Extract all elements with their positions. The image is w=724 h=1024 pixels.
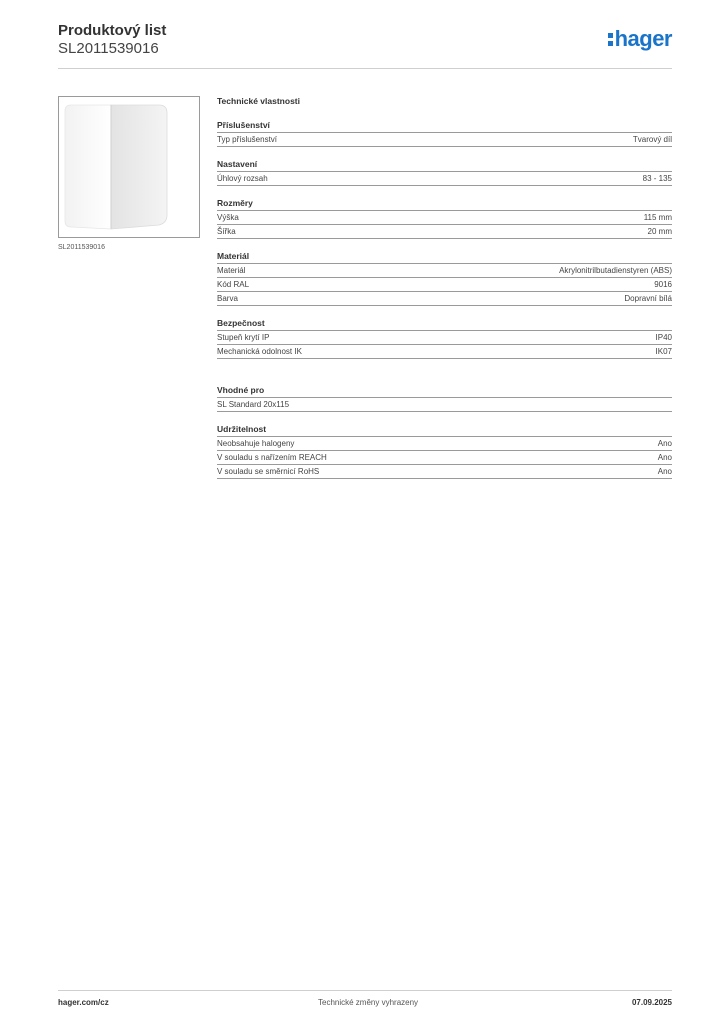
specs-heading: Technické vlastnosti	[217, 96, 300, 106]
spec-row	[217, 264, 672, 278]
spec-label: Úhlový rozsah	[217, 174, 268, 183]
spec-label: Kód RAL	[217, 280, 250, 289]
section-settings	[217, 159, 672, 186]
section-suitable-for	[217, 385, 672, 412]
spec-value: IP40	[655, 333, 672, 342]
spec-label: SL Standard 20x115	[217, 400, 290, 409]
spec-label: Neobsahuje halogeny	[217, 439, 295, 448]
page-header	[58, 22, 166, 58]
spec-label: Výška	[217, 213, 239, 222]
spec-label: V souladu se směrnicí RoHS	[217, 467, 320, 476]
spec-value: Ano	[657, 467, 672, 476]
footer-website-link[interactable]: hager.com/cz	[58, 998, 109, 1007]
spec-value: Ano	[657, 439, 672, 448]
spec-value: Tvarový díl	[632, 135, 672, 144]
header-divider	[58, 68, 672, 69]
spec-value: 115 mm	[643, 213, 672, 222]
section-accessories	[217, 120, 672, 147]
spec-row	[217, 172, 672, 186]
spec-row	[217, 437, 672, 451]
product-code: SL2011539016	[58, 40, 159, 57]
spec-row	[217, 398, 672, 412]
footer-divider	[58, 990, 672, 991]
hager-logo	[608, 26, 672, 52]
spec-label: Typ příslušenství	[217, 135, 278, 144]
image-caption: SL2011539016	[58, 244, 105, 251]
section-material	[217, 251, 672, 306]
spec-value: Dopravní bílá	[624, 294, 672, 303]
section-sustainability	[217, 424, 672, 479]
footer-note: Technické změny vyhrazeny	[318, 998, 419, 1007]
spec-row	[217, 345, 672, 359]
spec-row	[217, 292, 672, 306]
spec-row	[217, 331, 672, 345]
section-title: Rozměry	[217, 198, 672, 211]
spec-row	[217, 225, 672, 239]
spec-value: 83 - 135	[642, 174, 672, 183]
section-dimensions	[217, 198, 672, 239]
product-image	[58, 96, 200, 238]
spec-row	[217, 465, 672, 479]
section-title: Materiál	[217, 251, 672, 264]
section-safety	[217, 318, 672, 359]
spec-row	[217, 278, 672, 292]
section-title: Udržitelnost	[217, 424, 672, 437]
spec-label: Materiál	[217, 266, 246, 275]
spec-label: Mechanická odolnost IK	[217, 347, 302, 356]
spec-value: 9016	[654, 280, 672, 289]
section-title: Nastavení	[217, 159, 672, 172]
spec-row	[217, 451, 672, 465]
product-illustration	[59, 97, 199, 237]
page-title: Produktový list	[58, 22, 167, 39]
logo-text: hager	[614, 26, 672, 51]
section-title: Vhodné pro	[217, 385, 672, 398]
footer-date: 07.09.2025	[631, 998, 672, 1007]
spec-row	[217, 211, 672, 225]
spec-label: Stupeň krytí IP	[217, 333, 270, 342]
spec-label: Šířka	[217, 227, 236, 236]
spec-value: Ano	[657, 453, 672, 462]
spec-label: Barva	[217, 294, 238, 303]
spec-value: 20 mm	[647, 227, 672, 236]
spec-row	[217, 133, 672, 147]
spec-label: V souladu s nařízením REACH	[217, 453, 327, 462]
spec-value: IK07	[655, 347, 672, 356]
section-title: Příslušenství	[217, 120, 672, 133]
logo-colon-icon	[608, 33, 613, 46]
section-title: Bezpečnost	[217, 318, 672, 331]
technical-specs	[217, 96, 672, 479]
spec-value: Akrylonitrilbutadienstyren (ABS)	[559, 266, 672, 275]
